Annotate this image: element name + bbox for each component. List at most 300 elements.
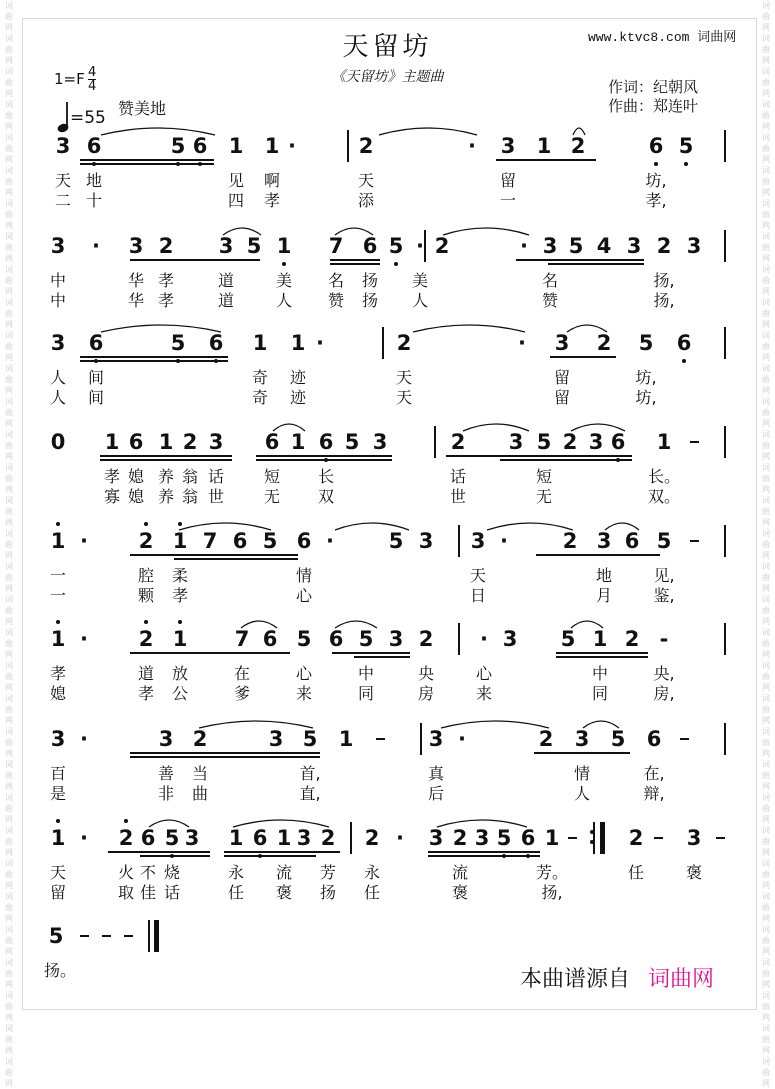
note: 2 [320,826,336,850]
note: 3 [388,627,404,651]
lyric-verse-2: 爹 [233,684,251,703]
lyric-verse-2: 坊, [635,388,657,407]
lyric-verse-2: 双。 [647,487,681,506]
lyric-verse-2: 媳 [49,684,67,703]
note: 3 [574,727,590,751]
lyric-verse-2: 月 [595,586,613,605]
watermark-char: 曲 [5,342,13,351]
watermark-char: 网 [5,353,13,362]
note: 2 [418,627,434,651]
watermark-char: 词 [5,595,13,604]
lyric-verse-1: 美 [411,271,429,290]
beam-line [496,159,596,161]
side-watermark-right [759,0,773,1088]
lyric-verse-1: 见, [653,566,675,585]
lyric-verse-2: 扬 [361,291,379,310]
note: 2 [364,826,380,850]
watermark-char: 曲 [5,606,13,615]
watermark-char: 词 [5,265,13,274]
lyric-verse-1: 放 [171,664,189,683]
tie-arc [100,124,216,136]
lyric-verse-2: 房 [417,684,435,703]
lyric-verse-2: 公 [171,684,189,703]
note: 5 [496,826,512,850]
watermark-char: 曲 [5,177,13,186]
lyric-verse-2: 佳 [139,883,157,902]
watermark-char: 曲 [5,1068,13,1077]
watermark-char: 曲 [762,969,770,978]
watermark-char: 网 [5,320,13,329]
lyric-verse-2: 孝 [263,191,281,210]
note: 5 [610,727,626,751]
watermark-char: 词 [762,67,770,76]
time-denominator: 4 [88,79,97,94]
watermark-char: 网 [5,650,13,659]
lyric-verse-1: 在 [233,664,251,683]
note: 3 [502,627,518,651]
final-barline [600,822,605,854]
tie-arc [462,420,530,432]
watermark-char: 曲 [762,45,770,54]
lyric-verse-1: 孝 [49,664,67,683]
watermark-char: 曲 [5,309,13,318]
tie-arc [412,321,526,333]
watermark-char: 曲 [762,408,770,417]
watermark-char: 曲 [762,936,770,945]
lyric-verse-2: 取 [117,883,135,902]
lyric-verse-1: 孝 [103,467,121,486]
tie-arc [232,816,330,828]
note: 3 [50,234,66,258]
watermark-char: 词 [5,100,13,109]
watermark-char: 曲 [762,870,770,879]
lyric-verse-1: 留 [553,368,571,387]
sustain-dash [376,738,385,740]
note: 3 [500,134,516,158]
tie-arc [334,617,378,629]
beam-line [130,752,320,754]
tie-arc [604,519,640,531]
tie-arc [570,420,626,432]
song-title: 天留坊 [342,32,433,62]
tie-arc [334,224,374,236]
watermark-char: 曲 [5,507,13,516]
lyric-verse-1: 天 [469,566,487,585]
dot-rhythm: · [500,529,508,553]
lyric-verse-1: 间 [87,368,105,387]
tie-arc [148,816,190,828]
lyric-verse-2: 后 [427,784,445,803]
lyric-verse-1: 芳。 [535,863,569,882]
watermark-char: 网 [762,1013,770,1022]
dot-rhythm: · [518,331,526,355]
watermark-char: 网 [5,1046,13,1055]
dot-rhythm: · [80,627,88,651]
watermark-char: 词 [762,199,770,208]
lyric-verse-1: 名 [541,271,559,290]
dot-rhythm: · [416,234,424,258]
high-octave-dot [144,620,148,624]
dot-rhythm: · [80,529,88,553]
lyric-verse-1: 养 [157,467,175,486]
watermark-char: 词 [762,166,770,175]
lyric-verse-1: 名 [327,271,345,290]
watermark-char: 词 [762,430,770,439]
note: 3 [55,134,71,158]
watermark-char: 网 [5,287,13,296]
lyric-verse-1: 迹 [289,368,307,387]
watermark-char: 词 [5,232,13,241]
beam-line-double [80,360,228,362]
lyric-verse-2: 人 [49,388,67,407]
lyric-verse-2: 孝 [157,291,175,310]
note: 3 [686,234,702,258]
lyric-verse-2: 鉴, [653,586,675,605]
barline [148,920,150,952]
beam-line-double [130,756,320,758]
lyric-verse-2: 留 [553,388,571,407]
note: 2 [138,529,154,553]
lyric-verse-1: 话 [207,467,225,486]
tie-arc [222,224,262,236]
barline [434,426,436,458]
note: 2 [434,234,450,258]
tie-arc [272,420,306,432]
watermark-char: 曲 [5,969,13,978]
watermark-char: 网 [762,980,770,989]
lyric-verse-1: 一 [49,566,67,585]
beam-line [130,554,298,556]
note: 6 [362,234,378,258]
note: 3 [596,529,612,553]
watermark-char: 网 [5,1079,13,1088]
lyric-verse-1: 当 [191,764,209,783]
watermark-char: 词 [762,562,770,571]
note: 2 [570,134,586,158]
lyricist-credit: 作词：纪朝风 [608,78,699,96]
watermark-char: 网 [762,617,770,626]
watermark-char: 词 [762,925,770,934]
lyric-verse-2: 翁 [181,487,199,506]
beam-line-double [556,656,648,658]
watermark-char: 网 [5,221,13,230]
lyric-verse-2: 扬, [653,291,675,310]
barline [724,230,726,262]
beam-line [224,851,340,853]
watermark-char: 曲 [762,573,770,582]
note: 5 [536,430,552,454]
tie-arc [582,717,620,729]
watermark-char: 词 [762,826,770,835]
note: 3 [554,331,570,355]
note: 1 [50,627,66,651]
lyric-verse-2: 同 [357,684,375,703]
note: 5 [246,234,262,258]
barline [347,130,349,162]
watermark-char: 曲 [5,936,13,945]
watermark-char: 曲 [5,771,13,780]
watermark-char: 词 [5,562,13,571]
note: 7 [328,234,344,258]
note: 5 [262,529,278,553]
high-octave-dot [56,522,60,526]
lyric-verse-1: 华 [127,271,145,290]
beam-line [130,259,260,261]
dot-rhythm: · [80,826,88,850]
barline [724,623,726,655]
note: 1 [172,529,188,553]
lyric-verse-1: 地 [595,566,613,585]
expression-marking: 赞美地 [118,99,167,118]
watermark-char: 网 [5,518,13,527]
watermark-char: 词 [762,628,770,637]
tie-arc [178,519,272,531]
low-octave-dot [282,262,286,266]
lyric-verse-1: 流 [451,863,469,882]
lyric-verse-1: 央 [417,664,435,683]
watermark-char: 词 [762,991,770,1000]
beam-line [330,259,380,261]
watermark-char: 词 [5,859,13,868]
lyric-verse-1: 扬。 [43,961,77,980]
lyric-verse-1: 流 [275,863,293,882]
watermark-char: 网 [762,56,770,65]
note: 3 [418,529,434,553]
dot-rhythm: · [480,627,488,651]
watermark-char: 词 [5,727,13,736]
watermark-char: 词 [5,694,13,703]
barline [458,623,460,655]
note: 3 [428,727,444,751]
note: 1 [290,331,306,355]
note: 3 [218,234,234,258]
lyric-verse-1: 烧 [163,863,181,882]
watermark-char: 曲 [762,441,770,450]
watermark-char: 曲 [762,12,770,21]
watermark-char: 曲 [762,606,770,615]
lyric-verse-1: 首, [299,764,321,783]
note: 2 [192,727,208,751]
watermark-char: 曲 [762,243,770,252]
watermark-char: 词 [5,1024,13,1033]
watermark-char: 网 [5,980,13,989]
time-signature [88,66,96,93]
watermark-char: 词 [762,892,770,901]
beam-line-double [354,656,410,658]
watermark-char: 词 [5,1,13,10]
watermark-char: 词 [762,463,770,472]
tie-arc [570,617,604,629]
watermark-char: 词 [5,958,13,967]
tie-arc [572,124,586,136]
note: 1 [276,826,292,850]
dot-rhythm: · [520,234,528,258]
note: 5 [170,331,186,355]
key-signature: 1=F [54,70,85,88]
composer-credit: 作曲：郑连叶 [608,97,699,115]
barline [424,230,426,262]
watermark-char: 词 [762,694,770,703]
repeat-dot [590,840,594,844]
watermark-char: 网 [762,716,770,725]
note: 2 [158,234,174,258]
lyric-verse-2: 话 [163,883,181,902]
watermark-char: 曲 [762,1002,770,1011]
lyric-verse-2: 添 [357,191,375,210]
sustain-dash [716,837,725,839]
watermark-char: 网 [762,518,770,527]
lyric-verse-2: 华 [127,291,145,310]
barline [724,525,726,557]
note: 2 [656,234,672,258]
note: 2 [596,331,612,355]
note: 2 [562,529,578,553]
beam-line-double [80,163,214,165]
watermark-char: 词 [5,463,13,472]
sustain-dash [124,935,133,937]
note: 7 [234,627,250,651]
watermark-char: 网 [762,287,770,296]
watermark-char: 词 [5,529,13,538]
barline [420,723,422,755]
beam-line-double [256,459,392,461]
footer-source-text: 本曲谱源自 [520,967,631,992]
note: 6 [264,430,280,454]
watermark-char: 词 [762,364,770,373]
watermark-char: 网 [5,23,13,32]
watermark-char: 曲 [762,639,770,648]
watermark-char: 网 [5,452,13,461]
watermark-char: 词 [5,364,13,373]
watermark-char: 曲 [762,144,770,153]
note: 1 [158,430,174,454]
watermark-char: 网 [762,452,770,461]
note: 6 [624,529,640,553]
note: 3 [470,529,486,553]
lyric-verse-2: 中 [49,291,67,310]
lyric-verse-2: 世 [449,487,467,506]
high-octave-dot [56,620,60,624]
beam-line-double [100,459,232,461]
note: 5 [296,627,312,651]
lyric-verse-1: 奇 [251,368,269,387]
watermark-char: 曲 [5,1002,13,1011]
watermark-char: 曲 [5,738,13,747]
note: 6 [140,826,156,850]
repeat-dot [590,830,594,834]
tie-arc [334,519,410,531]
watermark-char: 词 [5,331,13,340]
beam-line [130,652,290,654]
beam-line [446,455,632,457]
note: 1 [592,627,608,651]
watermark-char: 网 [762,782,770,791]
watermark-char: 网 [5,122,13,131]
note: 3 [268,727,284,751]
watermark-char: 词 [762,133,770,142]
note: 0 [50,430,66,454]
lyric-verse-1: 褒 [685,863,703,882]
watermark-char: 词 [5,793,13,802]
watermark-char: 曲 [5,672,13,681]
lyric-verse-2: 孝 [137,684,155,703]
note: 1 [338,727,354,751]
lyric-verse-1: 真 [427,764,445,783]
watermark-char: 词 [762,727,770,736]
lyric-verse-1: 孝 [157,271,175,290]
beam-line-double [500,459,632,461]
site-link[interactable]: www.ktvc8.com 词曲网 [588,30,737,45]
note: 5 [302,727,318,751]
watermark-char: 网 [5,914,13,923]
watermark-char: 词 [762,331,770,340]
watermark-char: 曲 [5,210,13,219]
watermark-char: 曲 [5,870,13,879]
note: 6 [128,430,144,454]
barline [593,822,595,854]
note: 5 [388,529,404,553]
watermark-char: 网 [762,386,770,395]
watermark-char: 词 [762,298,770,307]
high-octave-dot [124,819,128,823]
lyric-verse-2: 寡 [103,487,121,506]
note: 3 [474,826,490,850]
watermark-char: 曲 [5,12,13,21]
watermark-char: 词 [762,1024,770,1033]
watermark-char: 网 [762,155,770,164]
note: 2 [562,430,578,454]
watermark-char: 曲 [5,474,13,483]
watermark-char: 网 [762,1079,770,1088]
lyric-verse-2: 非 [157,784,175,803]
lyric-verse-1: 啊 [263,171,281,190]
lyric-verse-1: 天 [54,171,72,190]
note: 6 [328,627,344,651]
barline [350,822,352,854]
watermark-char: 网 [762,320,770,329]
note: 5 [568,234,584,258]
lyric-verse-1: 坊, [645,171,667,190]
watermark-char: 曲 [762,1068,770,1077]
lyric-verse-1: 坊, [635,368,657,387]
beam-line [100,455,232,457]
dot-rhythm: · [80,727,88,751]
barline [724,327,726,359]
lyric-verse-1: 在, [643,764,665,783]
watermark-char: 词 [5,661,13,670]
lyric-verse-1: 善 [157,764,175,783]
lyric-verse-1: 芳 [319,863,337,882]
watermark-char: 网 [5,782,13,791]
watermark-char: 词 [762,793,770,802]
watermark-char: 词 [762,595,770,604]
note: 6 [88,331,104,355]
watermark-char: 网 [762,749,770,758]
watermark-char: 曲 [762,705,770,714]
lyric-verse-2: 养 [157,487,175,506]
beam-line [80,159,214,161]
watermark-char: 曲 [5,804,13,813]
footer-brand[interactable]: 词曲网 [648,967,715,992]
watermark-char: 词 [762,859,770,868]
lyric-verse-2: 赞 [327,291,345,310]
watermark-char: 词 [762,397,770,406]
note: 5 [678,134,694,158]
note: 6 [262,627,278,651]
note: 3 [542,234,558,258]
lyric-verse-2: 赞 [541,291,559,310]
watermark-char: 网 [5,716,13,725]
